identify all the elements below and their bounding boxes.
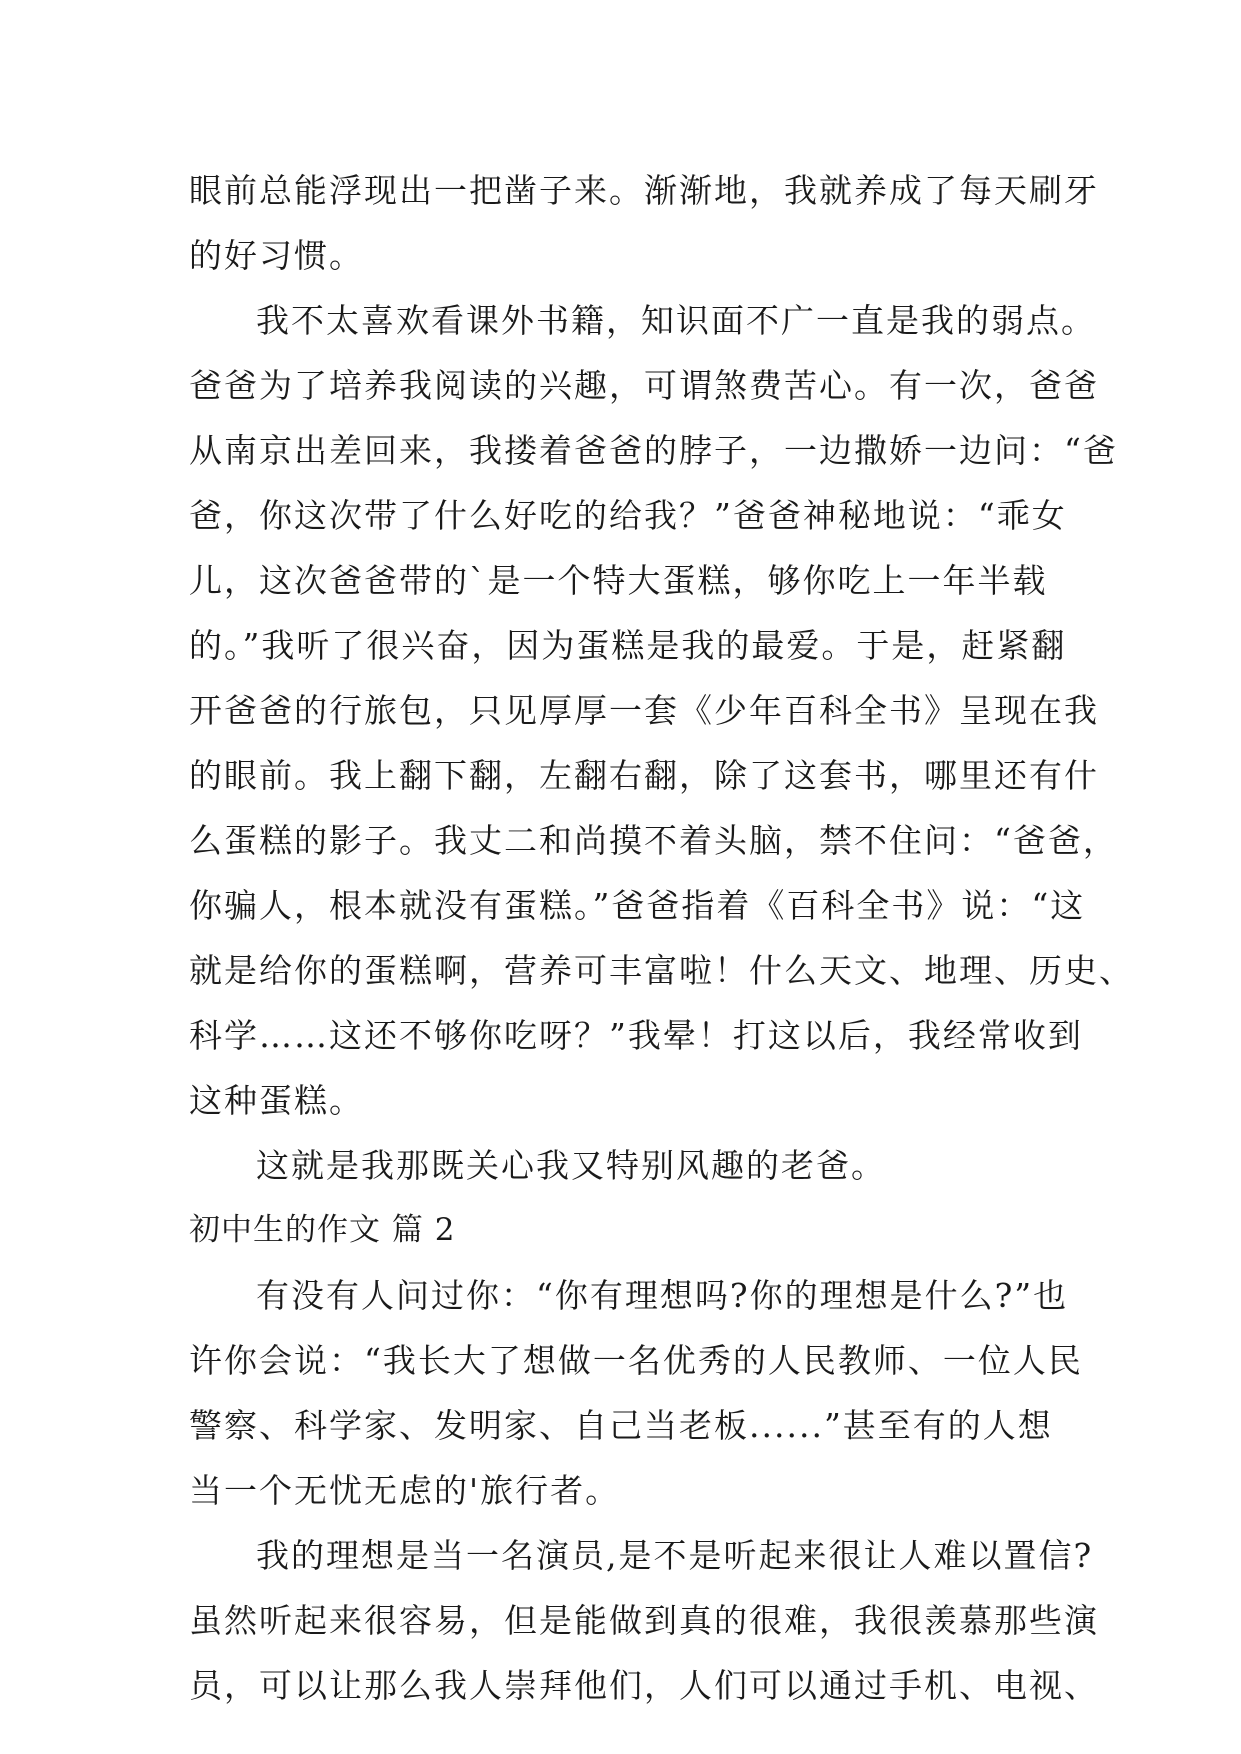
text-line: 么蛋糕的影子。我丈二和尚摸不着头脑，禁不住问：“爸爸， xyxy=(189,821,1118,860)
text-line: 就是给你的蛋糕啊，营养可丰富啦！什么天文、地理、历史、 xyxy=(189,951,1134,990)
text-line: 的好习惯。 xyxy=(189,236,364,275)
text-line: 爸爸为了培养我阅读的兴趣，可谓煞费苦心。有一次，爸爸 xyxy=(189,366,1099,405)
text-line: 虽然听起来很容易，但是能做到真的很难，我很羡慕那些演 xyxy=(189,1601,1099,1640)
text-line: 的。”我听了很兴奋，因为蛋糕是我的最爱。于是，赶紧翻 xyxy=(189,626,1067,665)
text-line: 的眼前。我上翻下翻，左翻右翻，除了这套书，哪里还有什 xyxy=(189,756,1099,795)
document-body xyxy=(189,158,1134,1718)
text-line: 警察、科学家、发明家、自己当老板......”甚至有的人想 xyxy=(189,1406,1053,1445)
text-line: 你骗人，根本就没有蛋糕。”爸爸指着《百科全书》说：“这 xyxy=(189,886,1086,925)
text-line: 科学……这还不够你吃呀？”我晕！打这以后，我经常收到 xyxy=(189,1016,1083,1055)
text-line: 这就是我那既关心我又特别风趣的老爸。 xyxy=(256,1146,886,1185)
text-line: 许你会说：“我长大了想做一名优秀的人民教师、一位人民 xyxy=(189,1341,1083,1380)
text-line: 我的理想是当一名演员,是不是听起来很让人难以置信? xyxy=(256,1536,1094,1575)
text-line: 这种蛋糕。 xyxy=(189,1081,364,1120)
text-line: 当一个无忧无虑的'旅行者。 xyxy=(189,1471,621,1510)
text-line: 儿，这次爸爸带的`是一个特大蛋糕，够你吃上一年半载 xyxy=(189,561,1048,600)
text-line: 开爸爸的行旅包，只见厚厚一套《少年百科全书》呈现在我 xyxy=(189,691,1099,730)
text-line: 有没有人问过你：“你有理想吗?你的理想是什么?”也 xyxy=(256,1276,1069,1315)
section-heading: 初中生的作文 篇 2 xyxy=(189,1212,456,1248)
text-line: 员，可以让那么我人崇拜他们，人们可以通过手机、电视、 xyxy=(189,1666,1099,1705)
text-line: 我不太喜欢看课外书籍，知识面不广一直是我的弱点。 xyxy=(256,301,1096,340)
text-line: 从南京出差回来，我搂着爸爸的脖子，一边撒娇一边问：“爸 xyxy=(189,431,1118,470)
text-line: 眼前总能浮现出一把凿子来。渐渐地，我就养成了每天刷牙 xyxy=(189,171,1099,210)
text-line: 爸，你这次带了什么好吃的给我？”爸爸神秘地说：“乖女 xyxy=(189,496,1067,535)
